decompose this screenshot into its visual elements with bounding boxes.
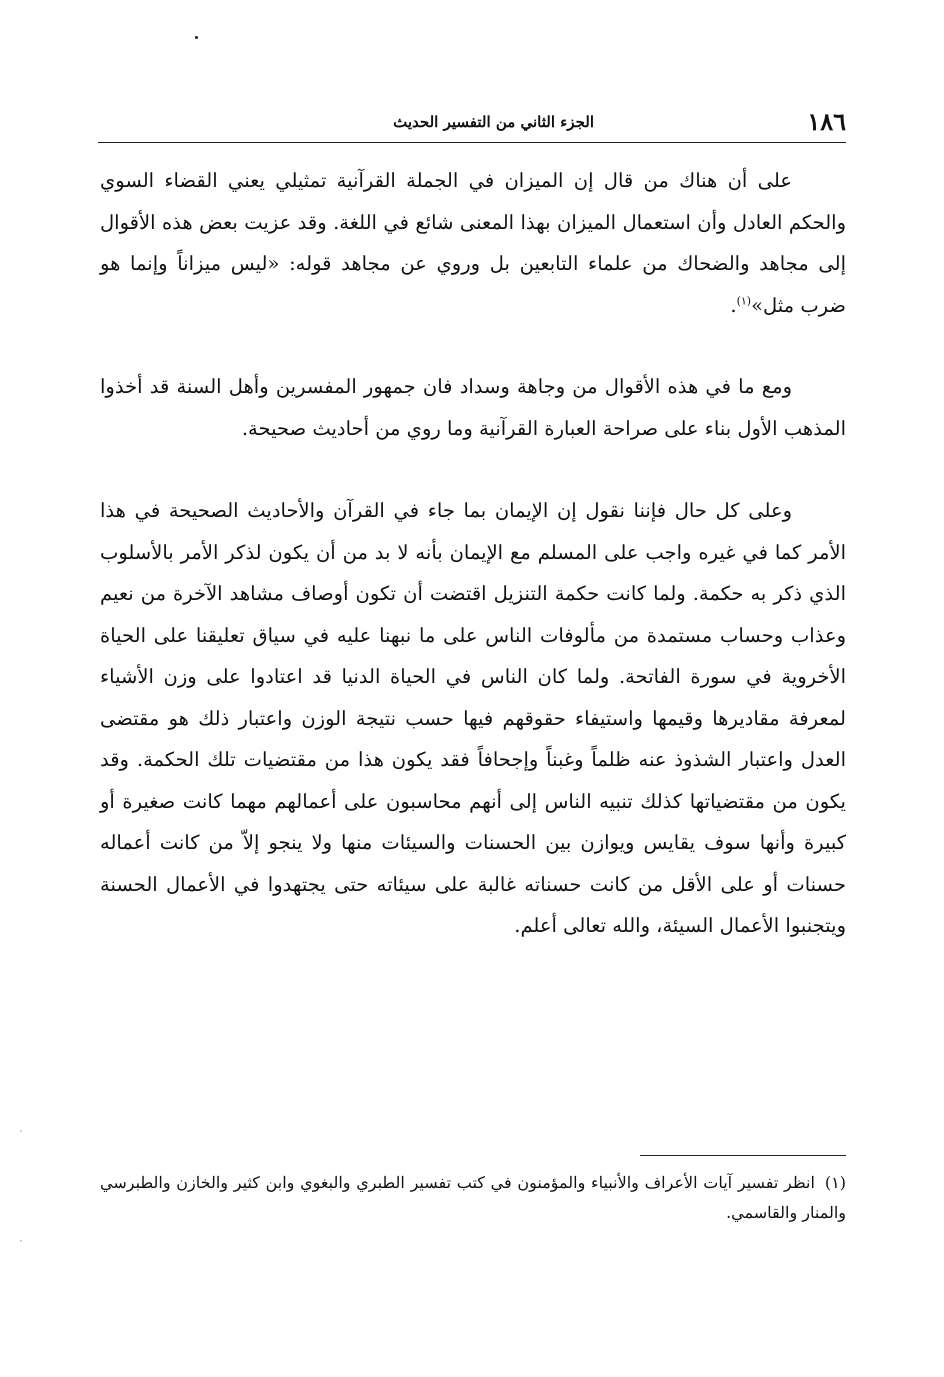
paragraph-3 — [100, 490, 846, 947]
scan-speck — [20, 1130, 22, 1132]
paragraph-3-text: وعلى كل حال فإننا نقول إن الإيمان بما جاء في القرآن والأحاديث الصحيحة في هذا الأمر كما في غيره واجب على المسلم مع الإيمان بأنه لا بد من أن يكون لذكر الأمر بالأسلوب الذي ذكر به حكمة. ولما كانت حكمة التنزيل اقتضت أن تكون أوصاف مشاهد الآخرة من نعيم وعذاب وحساب مستمدة من مألوفات الناس على ما نبهنا عليه في سياق تعليقنا على الحياة الأخروية في سورة الفاتحة. ولما كان الناس في الحياة الدنيا قد اعتادوا على وزن الأشياء لمعرفة مقاديرها وقيمها واستيفاء حقوقهم فيها حسب نتيجة الوزن واعتبار ذلك هو مقتضى العدل واعتبار الشذوذ عنه ظلماً وغبناً وإجحافاً فقد يكون هذا من مقتضيات تلك الحكمة. وقد يكون من مقتضياتها كذلك تنبيه الناس إلى أنهم محاسبون على أعمالهم مهما كانت صغيرة أو كبيرة وأنها سوف يقايس ويوازن بين الحسنات والسيئات منها ولا ينجو إلاّ من كانت أعماله حسنات أو على الأقل من كانت حسناته غالبة على سيئاته حتى يجتهدوا في الأعمال الحسنة ويتجنبوا الأعمال السيئة، والله تعالى أعلم. — [100, 499, 846, 937]
paragraph-1-tail: . — [730, 293, 737, 317]
running-title: الجزء الثاني من التفسير الحديث — [393, 113, 594, 131]
footnote-text: انظر تفسير آيات الأعراف والأنبياء والمؤمنون في كتب تفسير الطبري والبغوي وابن كثير والخازن والطبرسي والمنار والقاسمي. — [100, 1173, 846, 1222]
paragraph-2 — [100, 366, 846, 449]
scan-speck — [20, 1240, 22, 1242]
header-rule — [98, 142, 846, 143]
footnote-rule — [640, 1155, 846, 1156]
footnote-marker: (١) — [824, 1173, 846, 1192]
paragraph-1-text: على أن هناك من قال إن الميزان في الجملة القرآنية تمثيلي يعني القضاء السوي والحكم العادل وأن استعمال الميزان بهذا المعنى شائع في اللغة. وقد عزيت بعض هذه الأقوال إلى مجاهد والضحاك من علماء التابعين بل وروي عن مجاهد قوله: «ليس ميزاناً وإنما هو ضرب مثل» — [100, 169, 846, 317]
footnote-reference: (١) — [736, 294, 752, 307]
paragraph-1 — [100, 160, 846, 326]
page-number: ١٨٦ — [807, 107, 846, 136]
footnote-1 — [100, 1168, 846, 1228]
paragraph-2-text: ومع ما في هذه الأقوال من وجاهة وسداد فان جمهور المفسرين وأهل السنة قد أخذوا المذهب الأول بناء على صراحة العبارة القرآنية وما روي من أحاديث صحيحة. — [100, 375, 846, 440]
page-header — [96, 106, 846, 140]
body-text — [100, 160, 846, 947]
stray-dot-mark — [195, 36, 198, 39]
